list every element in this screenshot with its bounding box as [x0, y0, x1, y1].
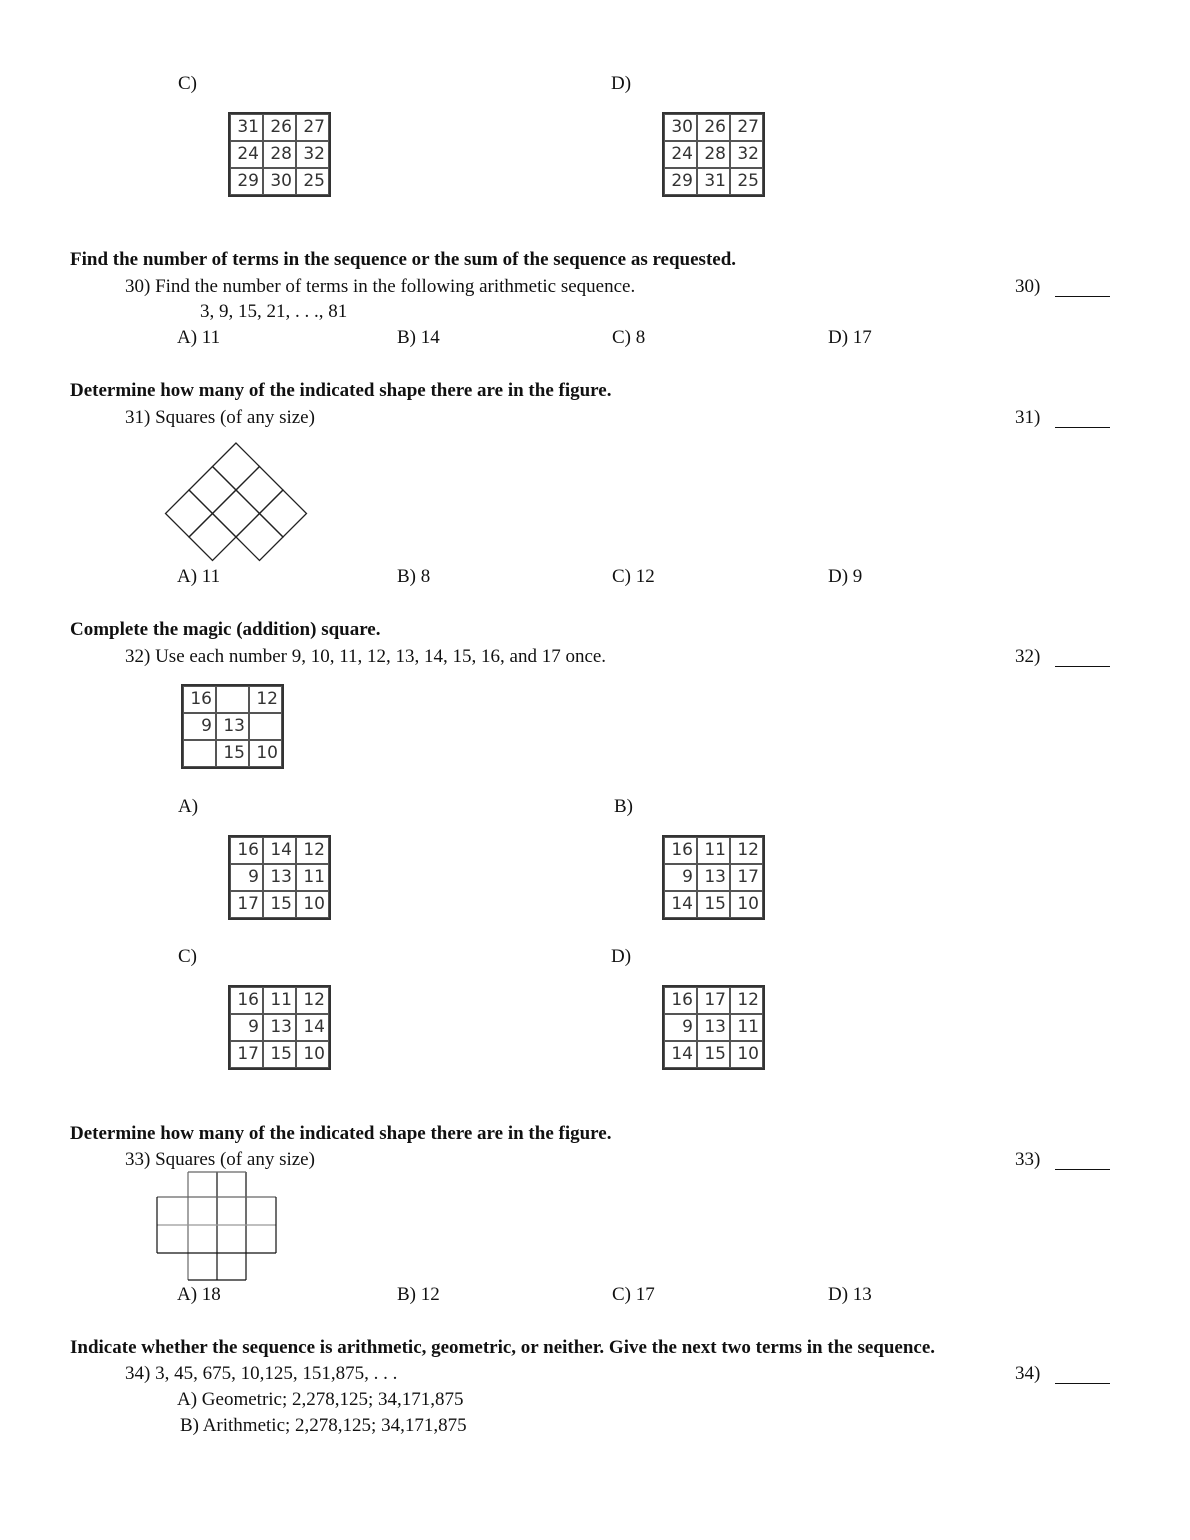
grid-cell: 13: [263, 864, 296, 891]
grid-cell: 15: [263, 1041, 296, 1068]
answer-label-30: 30): [1015, 276, 1041, 297]
grid-cell: 14: [664, 891, 697, 918]
option-d: D) 9: [828, 566, 863, 587]
grid-cell: 13: [697, 1014, 730, 1041]
option-b: B) 14: [397, 327, 440, 348]
grid-cell: 16: [664, 837, 697, 864]
grid-cell: 11: [263, 987, 296, 1014]
grid-cell: 17: [697, 987, 730, 1014]
option-c: C) 17: [612, 1284, 655, 1305]
option-label-c: C): [178, 946, 197, 967]
section-instruction: Determine how many of the indicated shape there are in the figure.: [70, 1123, 612, 1144]
grid-cell: 16: [664, 987, 697, 1014]
grid-cell: 26: [697, 114, 730, 141]
grid-cell: 15: [216, 740, 249, 767]
diamond-cell: [213, 490, 260, 537]
question-34-prompt: 34) 3, 45, 675, 10,125, 151,875, . . .: [125, 1363, 398, 1384]
grid-cell: 32: [730, 141, 763, 168]
question-31-prompt: 31) Squares (of any size): [125, 407, 315, 428]
answer-label-32: 32): [1015, 646, 1041, 667]
magic-square-option-a: [228, 835, 331, 920]
answer-blank-33[interactable]: [1055, 1169, 1110, 1170]
option-label-d: D): [611, 73, 632, 94]
grid-cell: 27: [730, 114, 763, 141]
grid-cell: 13: [697, 864, 730, 891]
grid-cell: 24: [664, 141, 697, 168]
grid-cell: 10: [249, 740, 282, 767]
grid-cell: 10: [296, 891, 329, 918]
magic-square-option-d: [662, 985, 765, 1070]
diamond-cell: [236, 467, 283, 514]
question-30-sequence: 3, 9, 15, 21, . . ., 81: [200, 301, 348, 322]
diamond-cell: [213, 443, 260, 490]
grid-cell: 10: [730, 891, 763, 918]
diamond-cell: [260, 490, 307, 537]
grid-cell: 11: [296, 864, 329, 891]
diamond-cell: [236, 514, 283, 561]
grid-cell: 17: [230, 891, 263, 918]
option-c: C) 8: [612, 327, 646, 348]
magic-square-option-c: [228, 985, 331, 1070]
grid-cell: 10: [296, 1041, 329, 1068]
grid-cell: 9: [230, 864, 263, 891]
option-d: D) 13: [828, 1284, 872, 1305]
option-d: D) 17: [828, 327, 872, 348]
grid-cell: 16: [230, 987, 263, 1014]
magic-square-given: [181, 684, 284, 769]
section-instruction: Determine how many of the indicated shape there are in the figure.: [70, 380, 612, 401]
option-label-b: B): [614, 796, 633, 817]
grid-cell: 15: [697, 891, 730, 918]
grid-cell: 13: [216, 713, 249, 740]
section-instruction: Indicate whether the sequence is arithmetic, geometric, or neither. Give the next two terms in the sequence.: [70, 1337, 936, 1358]
diamond-cell: [166, 490, 213, 537]
grid-cell: 9: [183, 713, 216, 740]
grid-cell: 10: [730, 1041, 763, 1068]
grid-cell: 29: [664, 168, 697, 195]
option-b: B) Arithmetic; 2,278,125; 34,171,875: [180, 1415, 467, 1436]
grid-cell: 32: [296, 141, 329, 168]
answer-label-34: 34): [1015, 1363, 1041, 1384]
grid-cell: 11: [730, 1014, 763, 1041]
option-a: A) Geometric; 2,278,125; 34,171,875: [177, 1389, 464, 1410]
grid-cell: 9: [230, 1014, 263, 1041]
option-label-d: D): [611, 946, 632, 967]
grid-cell: 30: [664, 114, 697, 141]
grid-cell: 11: [697, 837, 730, 864]
grid-cell: [249, 713, 282, 740]
grid-cell: 15: [263, 891, 296, 918]
grid-cell: 12: [249, 686, 282, 713]
grid-cell: 25: [296, 168, 329, 195]
grid-cell: 31: [230, 114, 263, 141]
grid-cell: 12: [730, 987, 763, 1014]
option-a: A) 18: [177, 1284, 221, 1305]
grid-cell: 31: [697, 168, 730, 195]
grid-cell: 29: [230, 168, 263, 195]
option-label-c: C): [178, 73, 197, 94]
grid-cell: 16: [230, 837, 263, 864]
grid-cell: 24: [230, 141, 263, 168]
grid-cell: 9: [664, 1014, 697, 1041]
grid-cell: 30: [263, 168, 296, 195]
section-instruction: Complete the magic (addition) square.: [70, 619, 381, 640]
grid-cell: 13: [263, 1014, 296, 1041]
grid-cell: 28: [697, 141, 730, 168]
grid-cell: 9: [664, 864, 697, 891]
diamond-cell: [189, 514, 236, 561]
grid-cell: 17: [230, 1041, 263, 1068]
grid-cell: 27: [296, 114, 329, 141]
option-b: B) 12: [397, 1284, 440, 1305]
diamond-squares-figure: [0, 0, 1190, 600]
grid-cell: 12: [296, 987, 329, 1014]
option-c: C) 12: [612, 566, 655, 587]
option-b: B) 8: [397, 566, 431, 587]
option-a: A) 11: [177, 327, 221, 348]
section-instruction: Find the number of terms in the sequence or the sum of the sequence as requested.: [70, 249, 737, 270]
answer-label-31: 31): [1015, 407, 1041, 428]
cross-squares-figure: [150, 1165, 290, 1285]
grid-cell: 14: [664, 1041, 697, 1068]
answer-blank-34[interactable]: [1055, 1383, 1110, 1384]
grid-cell: 14: [296, 1014, 329, 1041]
grid-cell: 17: [730, 864, 763, 891]
question-32-prompt: 32) Use each number 9, 10, 11, 12, 13, 14, 15, 16, and 17 once.: [125, 646, 607, 667]
diamond-cell: [189, 467, 236, 514]
grid-cell: 12: [296, 837, 329, 864]
grid-cell: [216, 686, 249, 713]
grid-cell: 12: [730, 837, 763, 864]
grid-cell: 28: [263, 141, 296, 168]
question-30-prompt: 30) Find the number of terms in the following arithmetic sequence.: [125, 276, 636, 297]
grid-cell: 14: [263, 837, 296, 864]
option-label-a: A): [178, 796, 199, 817]
grid-cell: 25: [730, 168, 763, 195]
question-33-prompt: 33) Squares (of any size): [125, 1149, 315, 1170]
grid-cell: 15: [697, 1041, 730, 1068]
answer-blank-32[interactable]: [1055, 666, 1110, 667]
option-a: A) 11: [177, 566, 221, 587]
answer-label-33: 33): [1015, 1149, 1041, 1170]
grid-cell: 16: [183, 686, 216, 713]
grid-cell: [183, 740, 216, 767]
magic-square-option-b: [662, 835, 765, 920]
grid-cell: 26: [263, 114, 296, 141]
